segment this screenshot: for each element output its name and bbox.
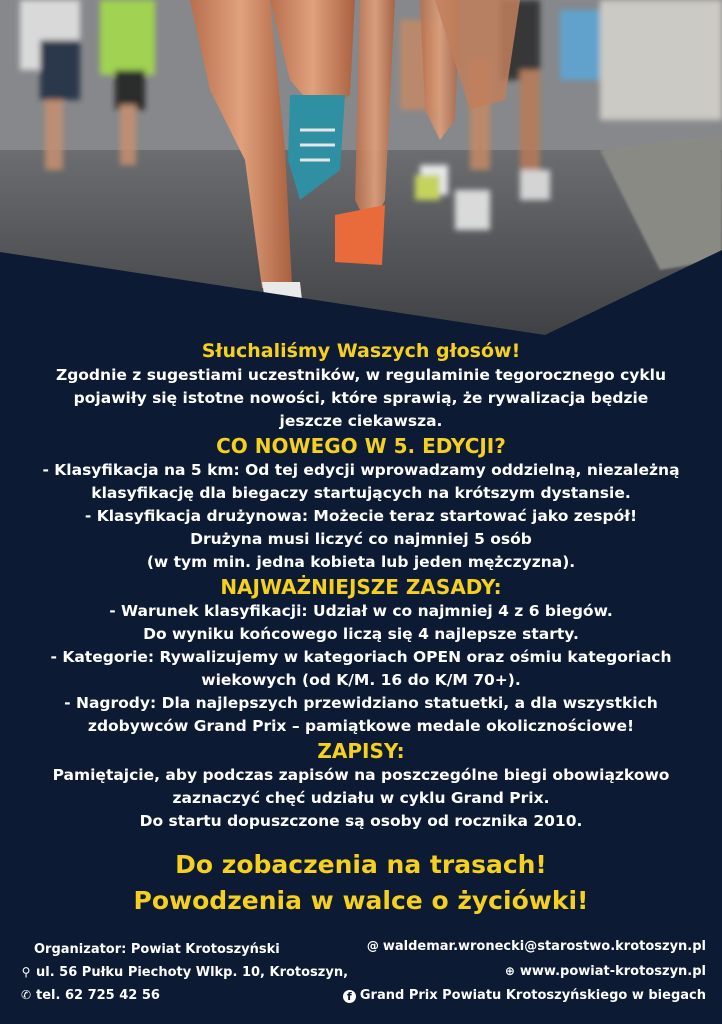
- section-line: - Klasyfikacja drużynowa: Możecie teraz startować jako zespół!: [84, 507, 638, 525]
- section-line: klasyfikację dla biegaczy startujących na krótszym dystansie.: [91, 484, 631, 502]
- section-line: (w tym min. jedna kobieta lub jeden mężczyzna).: [146, 553, 576, 571]
- runners-illustration: [0, 0, 722, 340]
- organizer-name: Organizator: Powiat Krotoszyński: [34, 942, 280, 957]
- closing-line: Do zobaczenia na trasach!: [175, 850, 547, 879]
- address-row: [20, 961, 348, 984]
- phone-row: [20, 984, 348, 1007]
- intro-line: jeszcze ciekawsza.: [279, 412, 443, 430]
- section-line: Do wyniku końcowego liczą się 4 najlepsze starty.: [143, 625, 579, 643]
- section-line: Do startu dopuszczone są osoby od rocznika 2010.: [139, 812, 583, 830]
- headline: Słuchaliśmy Waszych głosów!: [201, 340, 521, 362]
- email-row[interactable]: [343, 934, 706, 959]
- section-title-rules: NAJWAŻNIEJSZE ZASADY:: [220, 575, 502, 599]
- facebook-row[interactable]: [343, 984, 706, 1008]
- section-line: - Warunek klasyfikacji: Udział w co najmniej 4 z 6 biegów.: [109, 602, 613, 620]
- organizer-info: [20, 938, 348, 1007]
- section-line: Drużyna musi liczyć co najmniej 5 osób: [190, 530, 532, 548]
- phone-icon: ✆: [20, 988, 32, 1002]
- section-line: - Kategorie: Rywalizujemy w kategoriach OPEN oraz ośmiu kategoriach: [50, 648, 672, 666]
- section-line: - Klasyfikacja na 5 km: Od tej edycji wprowadzamy oddzielną, niezależną: [42, 461, 680, 479]
- facebook-icon: f: [343, 990, 356, 1003]
- globe-icon: ⊕: [504, 964, 515, 978]
- address-text: ul. 56 Pułku Piechoty Wlkp. 10, Krotoszyn,: [36, 965, 349, 980]
- at-icon: @: [366, 939, 379, 953]
- section-line: - Nagrody: Dla najlepszych przewidziano statuetki, a dla wszystkich: [64, 694, 658, 712]
- map-pin-icon: ⚲: [21, 965, 31, 979]
- phone-text: tel. 62 725 42 56: [36, 988, 160, 1003]
- section-line: zdobywców Grand Prix – pamiątkowe medale okolicznościowe!: [87, 717, 635, 735]
- closing-line: Powodzenia w walce o życiówki!: [133, 886, 589, 915]
- section-title-registration: ZAPISY:: [317, 739, 405, 763]
- facebook-link[interactable]: Grand Prix Powiatu Krotoszyńskiego w biegach: [359, 988, 706, 1003]
- contact-info: [343, 934, 706, 1008]
- section-line: wiekowych (od K/M. 16 do K/M 70+).: [201, 671, 521, 689]
- section-line: zaznaczyć chęć udziału w cyklu Grand Prix.: [172, 789, 550, 807]
- runners-photo: [0, 0, 722, 340]
- footer: [0, 930, 722, 1024]
- section-line: Pamiętajcie, aby podczas zapisów na poszczególne biegi obowiązkowo: [52, 766, 670, 784]
- intro-line: Zgodnie z sugestiami uczestników, w regulaminie tegorocznego cyklu: [55, 366, 667, 384]
- announcement: [0, 338, 722, 919]
- section-title-new-edition: CO NOWEGO W 5. EDYCJI?: [216, 434, 506, 458]
- website-link[interactable]: www.powiat-krotoszyn.pl: [519, 964, 706, 979]
- email-link[interactable]: waldemar.wronecki@starostwo.krotoszyn.pl: [382, 939, 706, 954]
- website-row[interactable]: [343, 959, 706, 984]
- intro-line: pojawiły się istotne nowości, które sprawią, że rywalizacja będzie: [73, 389, 649, 407]
